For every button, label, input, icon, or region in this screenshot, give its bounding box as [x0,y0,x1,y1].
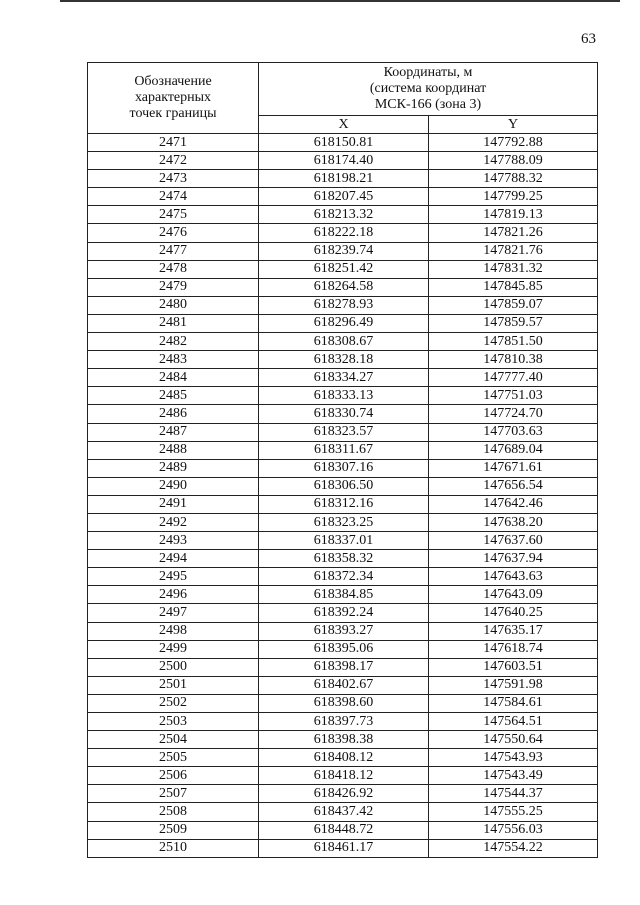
y-coordinate-cell: 147788.09 [429,152,598,170]
point-id-cell: 2504 [88,731,259,749]
point-id-cell: 2487 [88,423,259,441]
y-coordinate-cell: 147643.63 [429,568,598,586]
y-coordinate-cell: 147671.61 [429,459,598,477]
table-row [88,604,598,622]
table-row [88,731,598,749]
y-coordinate-cell: 147642.46 [429,495,598,513]
x-coordinate-cell: 618307.16 [259,459,429,477]
point-id-cell: 2481 [88,314,259,332]
point-id-cell: 2501 [88,676,259,694]
y-coordinate-cell: 147724.70 [429,405,598,423]
y-coordinate-cell: 147543.93 [429,749,598,767]
table-row [88,713,598,731]
table-row [88,206,598,224]
point-id-cell: 2484 [88,369,259,387]
x-coordinate-cell: 618239.74 [259,242,429,260]
point-id-cell: 2499 [88,640,259,658]
table-row [88,387,598,405]
y-coordinate-cell: 147603.51 [429,658,598,676]
table-row [88,351,598,369]
x-coordinate-cell: 618402.67 [259,676,429,694]
y-coordinate-cell: 147810.38 [429,351,598,369]
y-coordinate-cell: 147638.20 [429,513,598,531]
y-coordinate-cell: 147799.25 [429,188,598,206]
table-row [88,369,598,387]
point-id-cell: 2472 [88,152,259,170]
header-name-line: характерных [134,90,212,105]
table-row [88,495,598,513]
table-row [88,640,598,658]
table-row [88,224,598,242]
point-id-cell: 2508 [88,803,259,821]
y-coordinate-cell: 147656.54 [429,477,598,495]
x-coordinate-cell: 618334.27 [259,369,429,387]
x-coordinate-cell: 618222.18 [259,224,429,242]
point-id-cell: 2497 [88,604,259,622]
y-coordinate-cell: 147543.49 [429,767,598,785]
x-coordinate-cell: 618408.12 [259,749,429,767]
y-coordinate-cell: 147751.03 [429,387,598,405]
point-id-cell: 2498 [88,622,259,640]
y-coordinate-cell: 147618.74 [429,640,598,658]
point-id-cell: 2503 [88,713,259,731]
y-coordinate-cell: 147851.50 [429,333,598,351]
point-id-cell: 2495 [88,568,259,586]
y-coordinate-cell: 147637.94 [429,550,598,568]
table-row [88,459,598,477]
table-row [88,170,598,188]
header-coordinates [259,63,598,116]
table-row [88,477,598,495]
point-id-cell: 2476 [88,224,259,242]
table-row [88,658,598,676]
table-row [88,188,598,206]
point-id-cell: 2493 [88,532,259,550]
header-coords-line: МСК-166 (зона 3) [374,97,482,112]
y-coordinate-cell: 147792.88 [429,134,598,152]
y-coordinate-cell: 147845.85 [429,278,598,296]
x-coordinate-cell: 618330.74 [259,405,429,423]
y-coordinate-cell: 147777.40 [429,369,598,387]
x-coordinate-cell: 618393.27 [259,622,429,640]
x-coordinate-cell: 618398.17 [259,658,429,676]
y-coordinate-cell: 147788.32 [429,170,598,188]
y-coordinate-cell: 147643.09 [429,586,598,604]
x-coordinate-cell: 618333.13 [259,387,429,405]
x-coordinate-cell: 618264.58 [259,278,429,296]
x-coordinate-cell: 618328.18 [259,351,429,369]
table-header [88,63,598,134]
y-coordinate-cell: 147591.98 [429,676,598,694]
x-coordinate-cell: 618251.42 [259,260,429,278]
x-coordinate-cell: 618311.67 [259,441,429,459]
x-coordinate-cell: 618398.60 [259,694,429,712]
x-coordinate-cell: 618398.38 [259,731,429,749]
table-row [88,513,598,531]
top-rule [60,0,620,2]
table-row [88,749,598,767]
table-row [88,134,598,152]
table-row [88,785,598,803]
x-coordinate-cell: 618306.50 [259,477,429,495]
table-row [88,550,598,568]
y-coordinate-cell: 147819.13 [429,206,598,224]
x-coordinate-cell: 618395.06 [259,640,429,658]
y-coordinate-cell: 147584.61 [429,694,598,712]
x-coordinate-cell: 618150.81 [259,134,429,152]
table-row [88,803,598,821]
table-row [88,767,598,785]
y-coordinate-cell: 147831.32 [429,260,598,278]
table-row [88,839,598,857]
x-coordinate-cell: 618278.93 [259,296,429,314]
y-coordinate-cell: 147859.07 [429,296,598,314]
point-id-cell: 2509 [88,821,259,839]
point-id-cell: 2474 [88,188,259,206]
header-y: Y [429,116,598,134]
x-coordinate-cell: 618437.42 [259,803,429,821]
y-coordinate-cell: 147564.51 [429,713,598,731]
x-coordinate-cell: 618461.17 [259,839,429,857]
point-id-cell: 2486 [88,405,259,423]
x-coordinate-cell: 618418.12 [259,767,429,785]
point-id-cell: 2507 [88,785,259,803]
point-id-cell: 2488 [88,441,259,459]
x-coordinate-cell: 618323.57 [259,423,429,441]
point-id-cell: 2500 [88,658,259,676]
x-coordinate-cell: 618296.49 [259,314,429,332]
header-x: X [259,116,429,134]
table-row [88,821,598,839]
point-id-cell: 2492 [88,513,259,531]
table-row [88,314,598,332]
point-id-cell: 2489 [88,459,259,477]
table-row [88,278,598,296]
header-name-line: точек границы [129,106,217,121]
table-row [88,532,598,550]
table-row [88,694,598,712]
point-id-cell: 2510 [88,839,259,857]
table-row [88,568,598,586]
table-row [88,405,598,423]
x-coordinate-cell: 618358.32 [259,550,429,568]
table-row [88,586,598,604]
point-id-cell: 2505 [88,749,259,767]
point-id-cell: 2502 [88,694,259,712]
point-id-cell: 2490 [88,477,259,495]
y-coordinate-cell: 147550.64 [429,731,598,749]
point-id-cell: 2506 [88,767,259,785]
table-body [88,134,598,858]
point-id-cell: 2496 [88,586,259,604]
point-id-cell: 2475 [88,206,259,224]
point-id-cell: 2478 [88,260,259,278]
point-id-cell: 2483 [88,351,259,369]
x-coordinate-cell: 618312.16 [259,495,429,513]
page-number: 63 [581,31,596,47]
x-coordinate-cell: 618384.85 [259,586,429,604]
x-coordinate-cell: 618308.67 [259,333,429,351]
table-row [88,676,598,694]
y-coordinate-cell: 147555.25 [429,803,598,821]
table-row [88,242,598,260]
y-coordinate-cell: 147635.17 [429,622,598,640]
x-coordinate-cell: 618392.24 [259,604,429,622]
y-coordinate-cell: 147544.37 [429,785,598,803]
point-id-cell: 2482 [88,333,259,351]
table-row [88,622,598,640]
x-coordinate-cell: 618207.45 [259,188,429,206]
x-coordinate-cell: 618426.92 [259,785,429,803]
x-coordinate-cell: 618213.32 [259,206,429,224]
point-id-cell: 2471 [88,134,259,152]
header-coords-line: Координаты, м [383,65,473,80]
x-coordinate-cell: 618397.73 [259,713,429,731]
table-row [88,423,598,441]
y-coordinate-cell: 147821.26 [429,224,598,242]
y-coordinate-cell: 147689.04 [429,441,598,459]
x-coordinate-cell: 618198.21 [259,170,429,188]
x-coordinate-cell: 618337.01 [259,532,429,550]
y-coordinate-cell: 147556.03 [429,821,598,839]
table-row [88,152,598,170]
header-name-line: Обозначение [134,74,212,89]
table-row [88,441,598,459]
y-coordinate-cell: 147640.25 [429,604,598,622]
table-row [88,333,598,351]
y-coordinate-cell: 147703.63 [429,423,598,441]
point-id-cell: 2480 [88,296,259,314]
point-id-cell: 2473 [88,170,259,188]
point-id-cell: 2479 [88,278,259,296]
y-coordinate-cell: 147554.22 [429,839,598,857]
y-coordinate-cell: 147821.76 [429,242,598,260]
x-coordinate-cell: 618323.25 [259,513,429,531]
point-id-cell: 2494 [88,550,259,568]
table-row [88,296,598,314]
table-row [88,260,598,278]
y-coordinate-cell: 147859.57 [429,314,598,332]
x-coordinate-cell: 618372.34 [259,568,429,586]
y-coordinate-cell: 147637.60 [429,532,598,550]
x-coordinate-cell: 618174.40 [259,152,429,170]
header-row-top [88,63,598,116]
point-id-cell: 2477 [88,242,259,260]
point-id-cell: 2491 [88,495,259,513]
point-id-cell: 2485 [88,387,259,405]
x-coordinate-cell: 618448.72 [259,821,429,839]
coordinates-table [87,62,598,858]
header-point-designation [88,63,259,134]
header-coords-line: (система координат [369,81,487,96]
